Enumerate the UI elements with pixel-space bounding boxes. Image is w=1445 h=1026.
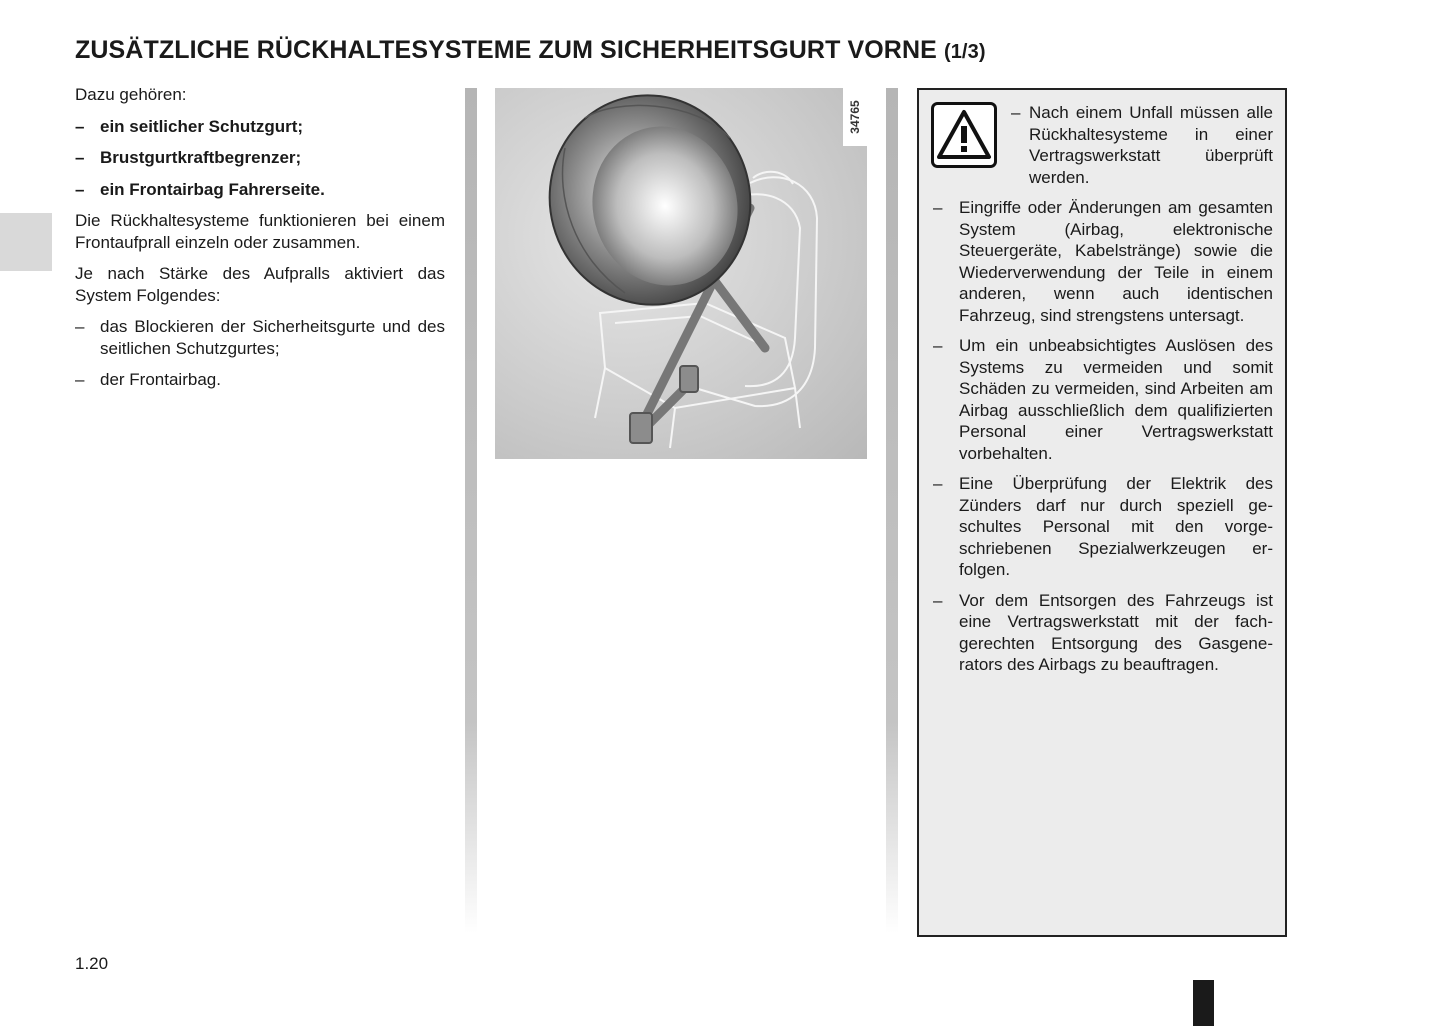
list-dash: – <box>75 116 85 136</box>
warning-text: Eingriffe oder Änderungen am gesamten System (Airbag, elektronische Steuergeräte, Kabelstränge) sowie die Wiederverwendung der Teile in einem anderen, wenn auch identischen Fahrzeug, sind strengstens untersagt. <box>959 198 1273 325</box>
list-dash: – <box>933 474 943 493</box>
figure-reference <box>843 88 867 146</box>
action-text: der Frontairbag. <box>100 370 221 389</box>
list-dash: – <box>75 317 85 336</box>
list-dash: – <box>933 336 943 355</box>
component-item <box>75 116 445 138</box>
list-dash: – <box>1011 103 1021 122</box>
warning-text: Eine Überprüfung der Elektrik des Zünders darf nur durch speziell geschultes Personal mit den vorgeschriebenen Spezialwerkzeugen erfolgen. <box>959 474 1273 579</box>
column-gutter <box>886 88 898 933</box>
warning-text: Vor dem Entsorgen des Fahrzeugs ist eine Vertragswerkstatt mit der fachgerechten Entsorgung des Gasgenerators des Airbags zu beauftragen. <box>959 590 1273 674</box>
component-text: ein seitlicher Schutzgurt; <box>100 116 304 136</box>
warning-list <box>933 197 1273 685</box>
component-item <box>75 147 445 169</box>
warning-item <box>933 473 1273 581</box>
action-item <box>75 316 445 359</box>
warning-box <box>917 88 1287 937</box>
airbag-cushion <box>526 88 774 327</box>
page-edge-marker <box>1193 980 1214 1026</box>
belt-buckle <box>630 413 652 443</box>
airbag-drawing <box>495 88 867 459</box>
airbag-illustration <box>495 88 867 459</box>
intro-paragraph: Je nach Stärke des Aufpralls aktiviert das System Folgendes: <box>75 264 445 305</box>
page-number: 1.20 <box>75 954 109 973</box>
list-dash: – <box>933 590 943 610</box>
component-text: Brustgurtkraftbegrenzer; <box>100 148 302 167</box>
warning-text: Nach einem Unfall müssen alle Rückhaltesysteme in einer Vertragswerkstatt überprüft werden. <box>1029 103 1273 187</box>
section-tab <box>0 213 52 271</box>
warning-text: Um ein unbeabsichtigtes Auslösen des Systems zu vermeiden und somit Schäden zu vermeiden, sind Arbeiten am Airbag ausschließlich dem qualifizierten Personal einer Vertragswerkstatt vorbehalten. <box>959 336 1273 463</box>
intro-heading: Dazu gehören: <box>75 85 187 104</box>
component-item <box>75 179 445 201</box>
warning-item <box>933 590 1273 676</box>
list-dash: – <box>75 148 85 167</box>
belt-tongue <box>680 366 698 392</box>
page-part-indicator: (1/3) <box>943 41 986 63</box>
intro-column <box>75 84 445 401</box>
component-text: ein Frontairbag Fahrerseite. <box>100 179 325 199</box>
warning-item <box>933 197 1273 326</box>
warning-item <box>933 335 1273 464</box>
warning-item <box>1011 102 1273 188</box>
list-dash: – <box>75 179 85 199</box>
list-dash: – <box>933 198 943 217</box>
page-title-text: ZUSÄTZLICHE RÜCKHALTESYSTEME ZUM SICHERHEITSGURT VORNE <box>75 36 937 64</box>
figure-number: 34765 <box>848 100 862 134</box>
intro-paragraph: Die Rückhaltesysteme funktionieren bei einem Frontaufprall einzeln oder zusammen. <box>75 211 445 252</box>
list-dash: – <box>75 370 85 389</box>
warning-triangle-icon <box>931 102 997 168</box>
column-gutter <box>465 88 477 933</box>
action-item <box>75 369 445 391</box>
page-title <box>75 36 986 65</box>
action-text: das Blockieren der Sicherheitsgurte und des seitlichen Schutzgurtes; <box>100 317 445 358</box>
